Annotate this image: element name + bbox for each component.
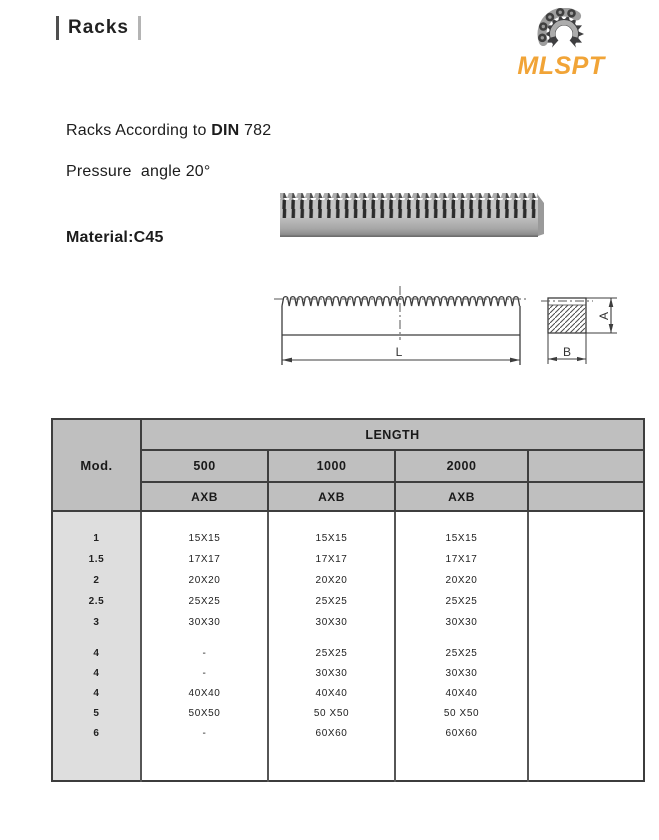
size-cell [528, 528, 644, 549]
mod-column-header: Mod. [52, 419, 141, 511]
size-cell: 15X15 [141, 528, 268, 549]
size-cell [528, 570, 644, 591]
rack-photo-teeth-tips [280, 193, 538, 200]
size-cell: 25X25 [268, 643, 395, 663]
rack-product-photo [278, 191, 544, 243]
axb-header-500: AXB [141, 482, 268, 511]
size-cell: 30X30 [395, 612, 528, 633]
spacer-row [52, 633, 644, 643]
din-standard-line [66, 122, 271, 140]
brand-logo [500, 4, 650, 96]
table-row [52, 591, 644, 612]
size-cell [528, 683, 644, 703]
rack-photo-body [280, 218, 538, 236]
din-line-suffix: 782 [239, 122, 272, 139]
rack-dimension-drawing [260, 278, 646, 378]
din-line-prefix: Racks According to [66, 122, 212, 139]
length-col-header-500: 500 [141, 450, 268, 482]
page-title-block [56, 16, 141, 40]
axb-header-empty [528, 482, 644, 511]
table-row [52, 663, 644, 683]
size-cell: 30X30 [141, 612, 268, 633]
brand-logo-text: MLSPT [517, 52, 605, 80]
size-cell [528, 549, 644, 570]
rack-photo-teeth [280, 200, 538, 218]
length-col-header-1000: 1000 [268, 450, 395, 482]
size-cell: 25X25 [395, 591, 528, 612]
rack-teeth-profile [282, 297, 520, 306]
rack-size-table [51, 418, 645, 782]
title-right-bar [138, 16, 141, 40]
size-cell: 25X25 [141, 591, 268, 612]
size-cell: 60X60 [268, 723, 395, 743]
table-row [52, 683, 644, 703]
length-col-header-empty [528, 450, 644, 482]
spacer-row [52, 743, 644, 781]
size-cell [528, 643, 644, 663]
height-dimension-label: A [597, 311, 611, 321]
size-cell [528, 723, 644, 743]
table-row [52, 723, 644, 743]
mod-cell: 4 [52, 683, 141, 703]
length-dimension-label: L [395, 345, 403, 359]
title-left-bar [56, 16, 59, 40]
size-cell: 50 X50 [268, 703, 395, 723]
size-cell: 30X30 [268, 663, 395, 683]
size-cell: - [141, 723, 268, 743]
mod-cell: 1 [52, 528, 141, 549]
size-cell: - [141, 663, 268, 683]
size-cell: 17X17 [141, 549, 268, 570]
size-cell: 40X40 [395, 683, 528, 703]
table-row [52, 528, 644, 549]
size-cell [528, 612, 644, 633]
size-cell: 20X20 [395, 570, 528, 591]
size-cell: 40X40 [141, 683, 268, 703]
mod-cell: 4 [52, 643, 141, 663]
size-cell [528, 663, 644, 683]
mod-cell: 3 [52, 612, 141, 633]
size-cell: 17X17 [395, 549, 528, 570]
mod-cell: 6 [52, 723, 141, 743]
table-row [52, 643, 644, 663]
mod-cell: 5 [52, 703, 141, 723]
size-cell: 20X20 [141, 570, 268, 591]
length-col-header-2000: 2000 [395, 450, 528, 482]
width-dimension-label: B [562, 345, 572, 359]
size-cell: 25X25 [395, 643, 528, 663]
mod-cell: 2 [52, 570, 141, 591]
section-hatch [549, 305, 586, 332]
material-line: Material:C45 [66, 229, 164, 246]
size-cell: 20X20 [268, 570, 395, 591]
size-cell [528, 591, 644, 612]
din-line-bold: DIN [211, 122, 240, 139]
size-cell: 17X17 [268, 549, 395, 570]
axb-header-1000: AXB [268, 482, 395, 511]
size-cell: 50X50 [141, 703, 268, 723]
size-cell: - [141, 643, 268, 663]
size-cell: 30X30 [268, 612, 395, 633]
size-cell [528, 703, 644, 723]
size-cell: 15X15 [268, 528, 395, 549]
spacer-row [52, 511, 644, 528]
table-row [52, 549, 644, 570]
size-cell: 25X25 [268, 591, 395, 612]
size-cell: 40X40 [268, 683, 395, 703]
mod-cell: 2.5 [52, 591, 141, 612]
axb-header-2000: AXB [395, 482, 528, 511]
pressure-angle-line: Pressure angle 20° [66, 163, 211, 180]
size-cell: 60X60 [395, 723, 528, 743]
length-header: LENGTH [141, 419, 644, 450]
mod-cell: 1.5 [52, 549, 141, 570]
size-cell: 15X15 [395, 528, 528, 549]
size-cell: 50 X50 [395, 703, 528, 723]
table-row [52, 612, 644, 633]
size-cell: 30X30 [395, 663, 528, 683]
table-row [52, 570, 644, 591]
table-row [52, 703, 644, 723]
mod-cell: 4 [52, 663, 141, 683]
page-title: Racks [68, 17, 129, 38]
